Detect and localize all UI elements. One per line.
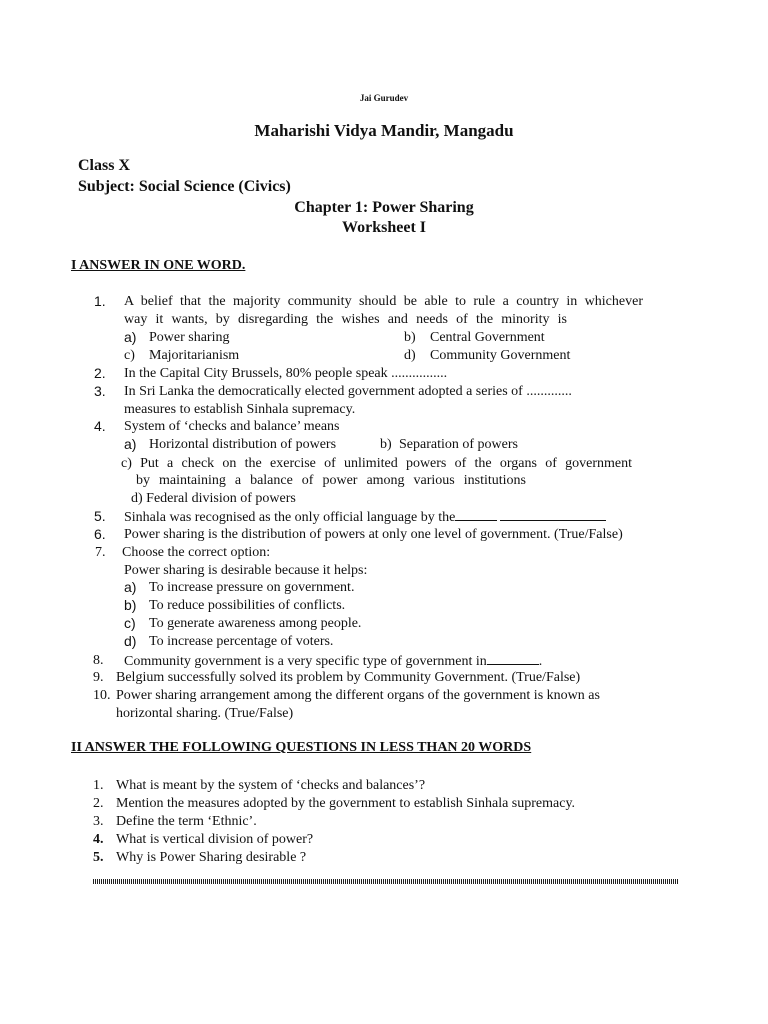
q9-text: Belgium successfully solved its problem by Community Government. (True/False) bbox=[116, 670, 581, 685]
s2-q1-text: What is meant by the system of ‘checks and balances’? bbox=[116, 778, 426, 793]
q4-option-a: Horizontal distribution of powers bbox=[149, 437, 337, 452]
q7-subtext: Power sharing is desirable because it helps: bbox=[124, 563, 368, 578]
q8-blank bbox=[487, 652, 539, 665]
dotted-separator bbox=[93, 879, 678, 884]
q3-text-line2: measures to establish Sinhala supremacy. bbox=[124, 402, 356, 417]
q1-option-c: Majoritarianism bbox=[149, 348, 240, 363]
q5-blank-2 bbox=[500, 508, 606, 521]
q1-option-d: Community Government bbox=[430, 348, 571, 363]
q5-text: Sinhala was recognised as the only official language by the bbox=[124, 510, 456, 525]
s2-q3-text: Define the term ‘Ethnic’. bbox=[116, 814, 257, 829]
q10-text-line1: Power sharing arrangement among the different organs of the government is known as bbox=[116, 688, 600, 703]
q1-text-line1: A belief that the majority community should be able to rule a country in whichever bbox=[124, 294, 643, 309]
q7-option-a-label: a) bbox=[124, 579, 137, 595]
q4-option-c-line2: by maintaining a balance of power among various institutions bbox=[136, 473, 526, 488]
worksheet-title: Worksheet I bbox=[342, 219, 426, 236]
q1-option-b: Central Government bbox=[430, 330, 545, 345]
q8-text: Community government is a very specific type of government in bbox=[124, 654, 487, 669]
q1-option-c-label: c) bbox=[124, 348, 135, 363]
q8-end: . bbox=[538, 654, 543, 669]
s2-q4-number: 4. bbox=[93, 832, 104, 847]
q5-blank-1 bbox=[455, 508, 497, 521]
q7-number: 7. bbox=[95, 545, 106, 560]
section2-heading: II ANSWER THE FOLLOWING QUESTIONS IN LESS THAN 20 WORDS bbox=[71, 740, 532, 755]
chapter-title: Chapter 1: Power Sharing bbox=[294, 199, 474, 216]
q10-text-line2: horizontal sharing. (True/False) bbox=[116, 706, 294, 721]
q2-text: In the Capital City Brussels, 80% people speak ................ bbox=[124, 366, 448, 381]
s2-q4-text: What is vertical division of power? bbox=[116, 832, 314, 847]
q6-text: Power sharing is the distribution of powers at only one level of government. (True/False) bbox=[124, 527, 623, 542]
q7-option-d: To increase percentage of voters. bbox=[149, 634, 334, 649]
q7-option-b: To reduce possibilities of conflicts. bbox=[149, 598, 346, 613]
school-name: Maharishi Vidya Mandir, Mangadu bbox=[254, 121, 514, 140]
s2-q1-number: 1. bbox=[93, 778, 104, 793]
motto: Jai Gurudev bbox=[359, 93, 409, 103]
q9-number: 9. bbox=[93, 670, 104, 685]
class-label: Class X bbox=[78, 157, 131, 174]
q1-option-a-label: a) bbox=[124, 329, 137, 345]
q4-option-d: d) Federal division of powers bbox=[131, 491, 296, 506]
q1-text-line2: way it wants, by disregarding the wishes and needs of the minority is bbox=[124, 312, 567, 327]
q7-option-c-label: c) bbox=[124, 615, 136, 631]
q5-line bbox=[124, 508, 606, 527]
q1-option-d-label: d) bbox=[404, 348, 416, 363]
q4-option-b: Separation of powers bbox=[399, 437, 518, 452]
q7-option-d-label: d) bbox=[124, 633, 137, 649]
q7-option-a: To increase pressure on government. bbox=[149, 580, 355, 595]
q3-text-line1: In Sri Lanka the democratically elected government adopted a series of ............. bbox=[124, 384, 572, 399]
s2-q5-text: Why is Power Sharing desirable ? bbox=[116, 850, 307, 865]
section1-heading: I ANSWER IN ONE WORD. bbox=[71, 258, 246, 273]
q4-option-b-label: b) bbox=[380, 437, 392, 452]
s2-q2-text: Mention the measures adopted by the government to establish Sinhala supremacy. bbox=[116, 796, 576, 811]
subject-label: Subject: Social Science (Civics) bbox=[78, 178, 291, 195]
s2-q2-number: 2. bbox=[93, 796, 104, 811]
q4-text: System of ‘checks and balance’ means bbox=[124, 419, 340, 434]
s2-q3-number: 3. bbox=[93, 814, 104, 829]
q4-number: 4. bbox=[94, 418, 106, 434]
q2-number: 2. bbox=[94, 365, 106, 381]
q5-number: 5. bbox=[94, 508, 106, 524]
q7-option-b-label: b) bbox=[124, 597, 137, 613]
s2-q5-number: 5. bbox=[93, 850, 104, 865]
q4-option-c-line1: c) Put a check on the exercise of unlimited powers of the organs of government bbox=[121, 456, 632, 471]
q3-number: 3. bbox=[94, 383, 106, 399]
q7-option-c: To generate awareness among people. bbox=[149, 616, 362, 631]
q10-number: 10. bbox=[93, 688, 111, 703]
q1-option-a: Power sharing bbox=[149, 330, 230, 345]
q7-text: Choose the correct option: bbox=[122, 545, 271, 560]
q4-option-a-label: a) bbox=[124, 436, 137, 452]
q8-number: 8. bbox=[93, 653, 104, 668]
q1-number: 1. bbox=[94, 293, 106, 309]
q1-option-b-label: b) bbox=[404, 330, 416, 345]
q6-number: 6. bbox=[94, 526, 106, 542]
